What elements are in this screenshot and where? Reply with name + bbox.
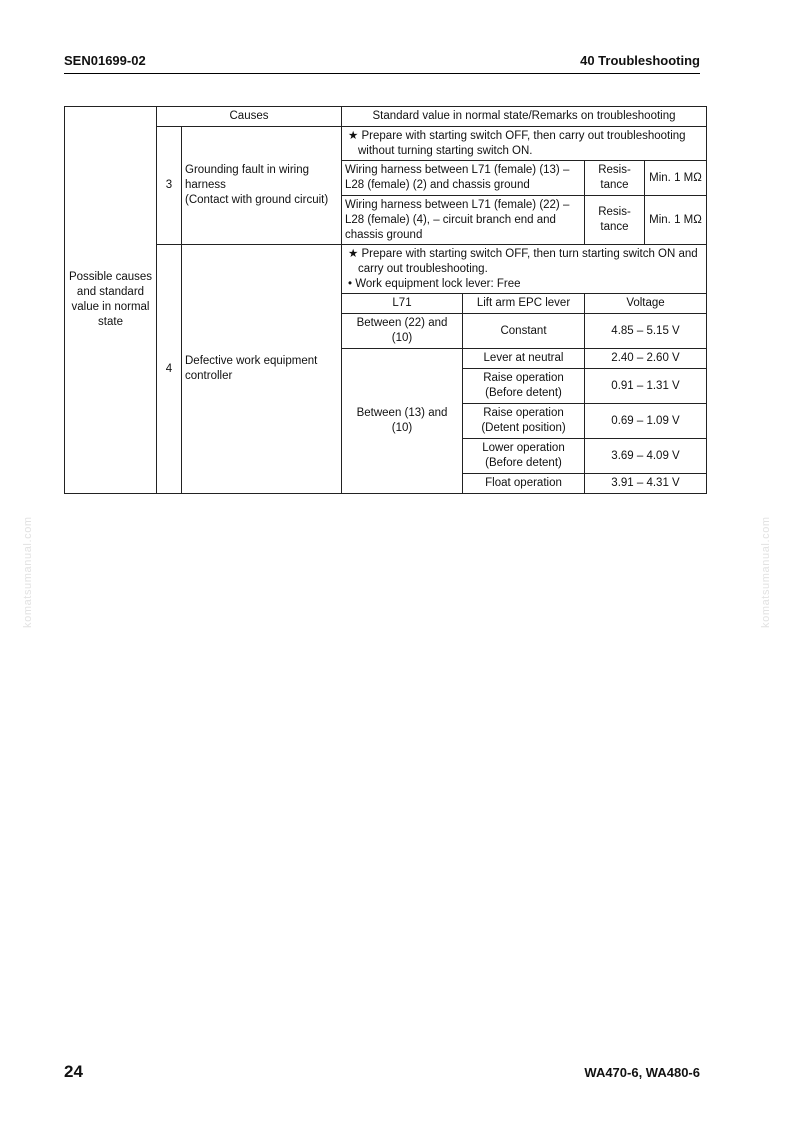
- lever-state: Raise operation (Before detent): [463, 369, 585, 404]
- cause-4-prep-note: [342, 245, 707, 294]
- lever-state: Raise operation (Detent position): [463, 404, 585, 439]
- voltage-value: 2.40 – 2.60 V: [585, 349, 707, 369]
- col-header-causes: Causes: [157, 107, 342, 127]
- watermark-right: komatsumanual.com: [760, 516, 772, 628]
- watermark-left: komatsumanual.com: [22, 516, 34, 628]
- header-lift-arm-lever: Lift arm EPC lever: [463, 294, 585, 314]
- header-voltage: Voltage: [585, 294, 707, 314]
- cause-3-desc-line1: Grounding fault in wiring harness: [185, 164, 310, 191]
- header-rule: [64, 73, 700, 74]
- troubleshooting-table: [64, 106, 707, 494]
- lever-state: Lower operation (Before detent): [463, 439, 585, 474]
- cause-3-description: [182, 127, 342, 245]
- voltage-value: 0.91 – 1.31 V: [585, 369, 707, 404]
- cause-3-row1-item: Resis-tance: [585, 161, 645, 196]
- cause-3-number: 3: [157, 127, 182, 245]
- cause-3-row1-desc: Wiring harness between L71 (female) (13) – L28 (female) (2) and chassis ground: [342, 161, 585, 196]
- lever-state: Lever at neutral: [463, 349, 585, 369]
- cause-4-number: 4: [157, 245, 182, 494]
- between-22-10: Between (22) and (10): [342, 314, 463, 349]
- cause-3-row2-desc: Wiring harness between L71 (female) (22) – L28 (female) (4), – circuit branch end and chassis ground: [342, 196, 585, 245]
- cause-3-row2-value: Min. 1 MΩ: [645, 196, 707, 245]
- cause-3-row2-item: Resis-tance: [585, 196, 645, 245]
- doc-code: SEN01699-02: [64, 53, 146, 68]
- voltage-value: 3.91 – 4.31 V: [585, 474, 707, 494]
- cause-3-prep-text: ★ Prepare with starting switch OFF, then carry out troubleshooting without turning starting switch ON.: [348, 129, 686, 157]
- voltage-value: 3.69 – 4.09 V: [585, 439, 707, 474]
- page-number: 24: [64, 1062, 83, 1081]
- cause-4-lock-lever-note: • Work equipment lock lever: Free: [348, 277, 521, 290]
- constant-label: Constant: [463, 314, 585, 349]
- model-label: WA470-6, WA480-6: [584, 1065, 700, 1080]
- section-title: 40 Troubleshooting: [580, 53, 700, 68]
- col-header-standard: Standard value in normal state/Remarks on troubleshooting: [342, 107, 707, 127]
- voltage-value: 0.69 – 1.09 V: [585, 404, 707, 439]
- lever-state: Float operation: [463, 474, 585, 494]
- cause-3-row1-value: Min. 1 MΩ: [645, 161, 707, 196]
- header-l71: L71: [342, 294, 463, 314]
- constant-voltage: 4.85 – 5.15 V: [585, 314, 707, 349]
- cause-4-prep-text: ★ Prepare with starting switch OFF, then turn starting switch ON and carry out troubleshooting.: [348, 247, 698, 275]
- side-label: Possible causes and standard value in normal state: [65, 107, 157, 494]
- cause-3-prep-note: [342, 127, 707, 161]
- between-13-10: Between (13) and (10): [342, 349, 463, 494]
- cause-4-description: Defective work equipment controller: [182, 245, 342, 494]
- cause-3-desc-line2: (Contact with ground circuit): [185, 194, 329, 206]
